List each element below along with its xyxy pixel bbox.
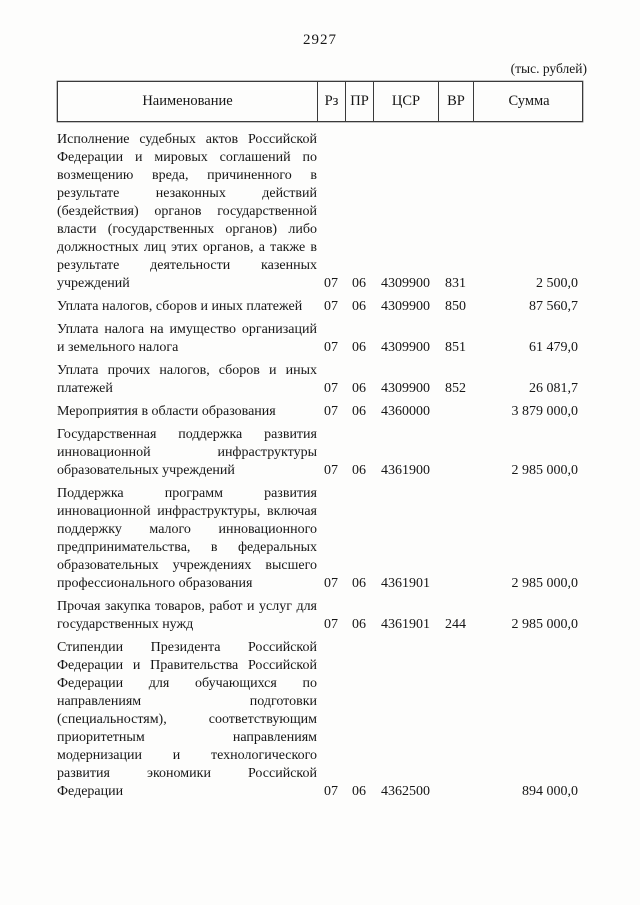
row-rz: 07: [324, 617, 338, 632]
row-sum: 3 879 000,0: [511, 404, 578, 419]
row-csr: 4362500: [381, 784, 430, 799]
row-sum: 2 985 000,0: [511, 463, 578, 478]
row-rz: 07: [324, 381, 338, 396]
row-sum: 2 985 000,0: [511, 576, 578, 591]
row-pr: 06: [352, 340, 366, 355]
row-name: Уплата налогов, сборов и иных платежей: [57, 299, 303, 314]
table-row: [57, 426, 583, 480]
row-vr: 852: [445, 381, 466, 396]
row-rz: 07: [324, 299, 338, 314]
row-name: Поддержка программ развития инновационной инфраструктуры, включая поддержку малого инновационного предпринимательства, в федеральных образовательных учреждениях высшего профессионального образования: [57, 486, 317, 591]
row-name: Уплата прочих налогов, сборов и иных платежей: [57, 363, 317, 396]
column-header-name: Наименование: [58, 82, 318, 121]
row-sum: 61 479,0: [529, 340, 578, 355]
row-rz: 07: [324, 276, 338, 291]
row-name: Исполнение судебных актов Российской Федерации и мировых соглашений по возмещению вреда, причиненного в результате незаконных действий (бездействия) органов государственной власти (государственных органов) либо должностных лиц этих органов, а также в результате деятельности казенных учреждений: [57, 132, 317, 291]
row-vr: 851: [445, 340, 466, 355]
row-name: Прочая закупка товаров, работ и услуг для государственных нужд: [57, 599, 317, 632]
units-note: (тыс. рублей): [510, 61, 587, 76]
table-row: [57, 131, 583, 293]
column-header-sum: Сумма: [508, 93, 550, 109]
row-sum: 894 000,0: [522, 784, 578, 799]
table-row: [57, 639, 583, 801]
row-csr: 4361901: [381, 576, 430, 591]
row-csr: 4361900: [381, 463, 430, 478]
row-csr: 4309900: [381, 276, 430, 291]
row-csr: 4309900: [381, 340, 430, 355]
row-name: Стипендии Президента Российской Федерации и Правительства Российской Федерации для обучающихся по направлениям подготовки (специальностям), соответствующим приоритетным направлениям модернизации и технологического развития экономики Российской Федерации: [57, 640, 317, 799]
row-pr: 06: [352, 576, 366, 591]
table-row: [57, 403, 583, 421]
row-rz: 07: [324, 576, 338, 591]
row-pr: 06: [352, 784, 366, 799]
row-sum: 2 500,0: [536, 276, 578, 291]
row-sum: 2 985 000,0: [511, 617, 578, 632]
row-pr: 06: [352, 617, 366, 632]
column-header-rz: Рз: [318, 82, 346, 121]
row-pr: 06: [352, 404, 366, 419]
row-csr: 4309900: [381, 381, 430, 396]
row-vr: 850: [445, 299, 466, 314]
page-number: 2927: [303, 32, 337, 48]
row-name: Уплата налога на имущество организаций и земельного налога: [57, 322, 317, 355]
row-csr: 4361901: [381, 617, 430, 632]
table-row: [57, 598, 583, 634]
table-header-row: [57, 81, 583, 122]
row-pr: 06: [352, 463, 366, 478]
row-vr: 831: [445, 276, 466, 291]
row-name: Мероприятия в области образования: [57, 404, 276, 419]
table-row: [57, 321, 583, 357]
row-sum: 87 560,7: [529, 299, 578, 314]
row-sum: 26 081,7: [529, 381, 578, 396]
row-pr: 06: [352, 381, 366, 396]
table-row: [57, 362, 583, 398]
row-csr: 4309900: [381, 299, 430, 314]
table-row: [57, 485, 583, 593]
column-header-pr: ПР: [346, 82, 374, 121]
row-rz: 07: [324, 340, 338, 355]
row-pr: 06: [352, 276, 366, 291]
table-body: [57, 122, 583, 801]
table-row: [57, 298, 583, 316]
row-rz: 07: [324, 463, 338, 478]
row-rz: 07: [324, 784, 338, 799]
row-pr: 06: [352, 299, 366, 314]
row-name: Государственная поддержка развития инновационной инфраструктуры образовательных учреждений: [57, 427, 317, 478]
row-csr: 4360000: [381, 404, 430, 419]
row-rz: 07: [324, 404, 338, 419]
row-vr: 244: [445, 617, 466, 632]
column-header-csr: ЦСР: [374, 82, 439, 121]
column-header-vr: ВР: [439, 82, 474, 121]
